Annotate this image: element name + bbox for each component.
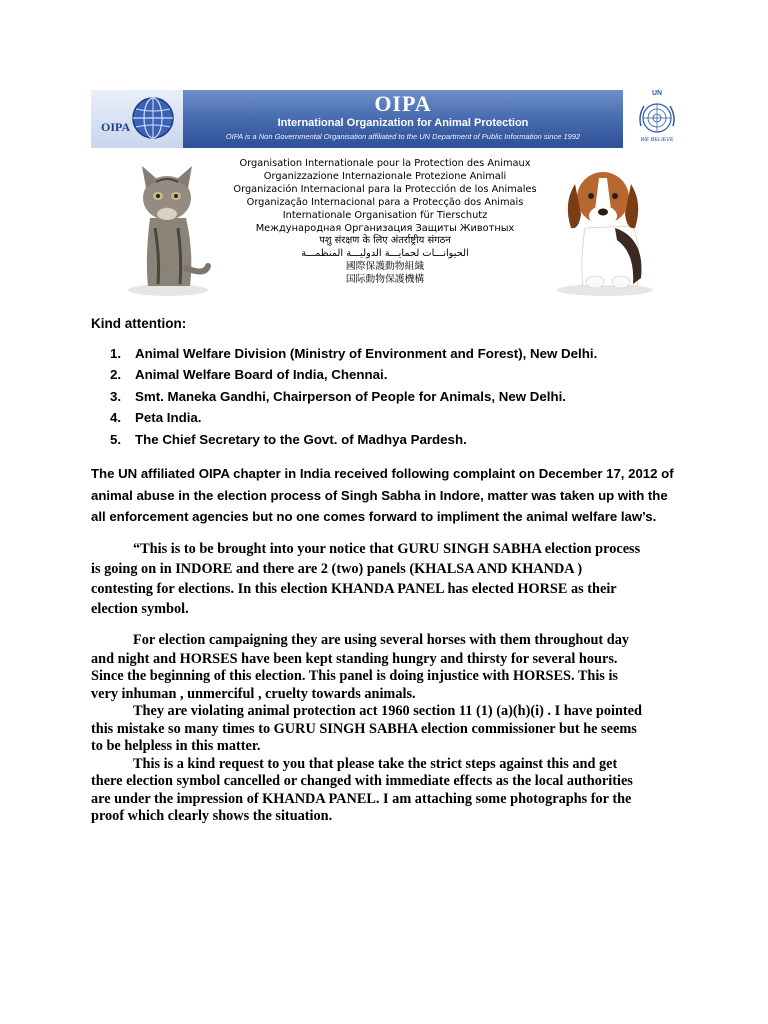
banner-subtitle: International Organization for Animal Protection [277, 117, 529, 129]
un-believe-label: WE BELIEVE [640, 137, 674, 143]
org-name-zh-trad: 國際保護動物組織 [345, 261, 425, 273]
org-name-hi: पशु संरक्षण के लिए अंतर्राष्ट्रीय संगठन [319, 235, 451, 247]
org-name-pt: Organização Internacional para a Protecção dos Animais [246, 196, 524, 208]
letter-line: this mistake so many times to GURU SINGH SABHA election commissioner but he seems [91, 721, 637, 737]
letter-line: and night and HORSES have been kept standing hungry and thirsty for several hours. [91, 651, 618, 667]
letter-line: “This is to be brought into your notice that GURU SINGH SABHA election process [133, 541, 641, 557]
letter-line: This is a kind request to you that please take the strict steps against this and get [133, 756, 618, 772]
list-item [110, 432, 597, 453]
list-item [110, 367, 597, 388]
letter-line: there election symbol cancelled or changed with immediate effects as the local authorities [91, 773, 633, 789]
recipient-text: The Chief Secretary to the Govt. of Madhya Pardesh. [135, 431, 467, 447]
list-number: 2. [110, 367, 122, 383]
list-number: 5. [110, 431, 122, 447]
list-item [110, 389, 597, 410]
recipient-text: Animal Welfare Division (Ministry of Environment and Forest), New Delhi. [135, 346, 598, 361]
beagle-puppy-photo [545, 158, 655, 298]
org-name-zh-simp: 国际動物保護機構 [345, 274, 425, 286]
recipient-text: Smt. Maneka Gandhi, Chairperson of People for Animals, New Delhi. [135, 388, 566, 404]
recipient-text: Animal Welfare Board of India, Chennai. [135, 367, 388, 383]
letter-line: They are violating animal protection act 1960 section 11 (1) (a)(h)(i) . I have pointed [133, 703, 642, 719]
globe-icon [131, 96, 175, 140]
multilingual-org-names [220, 158, 550, 287]
list-number: 3. [110, 388, 122, 404]
letter-line: very inhuman , unmerciful , cruelty towards animals. [91, 686, 416, 702]
list-item [110, 346, 597, 367]
intro-line: The UN affiliated OIPA chapter in India received following complaint on December 17, 2012 of [91, 466, 674, 481]
list-item [110, 410, 597, 431]
org-name-fr: Organisation Internationale pour la Protection des Animaux [239, 158, 531, 169]
oipa-logo [91, 90, 183, 148]
banner-title: OIPA [374, 91, 432, 116]
letter-line: to be helpless in this matter. [91, 738, 261, 754]
org-name-de: Internationale Organisation für Tierschutz [282, 209, 488, 221]
intro-line: animal abuse in the election process of Singh Sabha in Indore, matter was taken up with the [91, 487, 668, 503]
letter-line: Since the beginning of this election. This panel is doing injustice with HORSES. This is [91, 668, 618, 684]
list-number: 1. [110, 346, 122, 361]
un-logo [632, 90, 682, 148]
un-label: UN [651, 90, 663, 97]
org-name-ru: Международная Организация Защиты Животных [255, 222, 515, 234]
recipient-text: Peta India. [135, 410, 202, 426]
kind-attention-label: Kind attention: [91, 316, 187, 331]
intro-paragraph [91, 463, 691, 528]
recipient-list [110, 346, 597, 453]
oipa-banner [91, 90, 681, 148]
letter-line: is going on in INDORE and there are 2 (two) panels (KHALSA AND KHANDA ) [91, 561, 583, 577]
letter-line: contesting for elections. In this election KHANDA PANEL has elected HORSE as their [91, 581, 617, 597]
logo-text: OIPA [101, 120, 131, 134]
org-name-es: Organización Internacional para la Protección de los Animales [233, 183, 537, 195]
letter-line: election symbol. [91, 601, 189, 617]
letter-line: For election campaigning they are using several horses with them throughout day [133, 632, 630, 648]
intro-line: all enforcement agencies but no one comes forward to impliment the animal welfare law’s. [91, 509, 657, 524]
org-name-ar: الحيوانـــات لحمايـــة الدوليـــة المنظمـــة [301, 248, 469, 260]
banner-title-block [183, 90, 623, 148]
banner-tagline: OIPA is a Non Governmental Organisation affiliated to the UN Department of Public Information since 1992 [225, 132, 581, 141]
org-name-it: Organizzazione Internazionale Protezione Animali [263, 170, 507, 182]
list-number: 4. [110, 410, 122, 426]
cat-kitten-photo [120, 158, 215, 298]
letter-line: are under the impression of KHANDA PANEL. I am attaching some photographs for the [91, 791, 632, 807]
letter-line: proof which clearly shows the situation. [91, 808, 333, 824]
